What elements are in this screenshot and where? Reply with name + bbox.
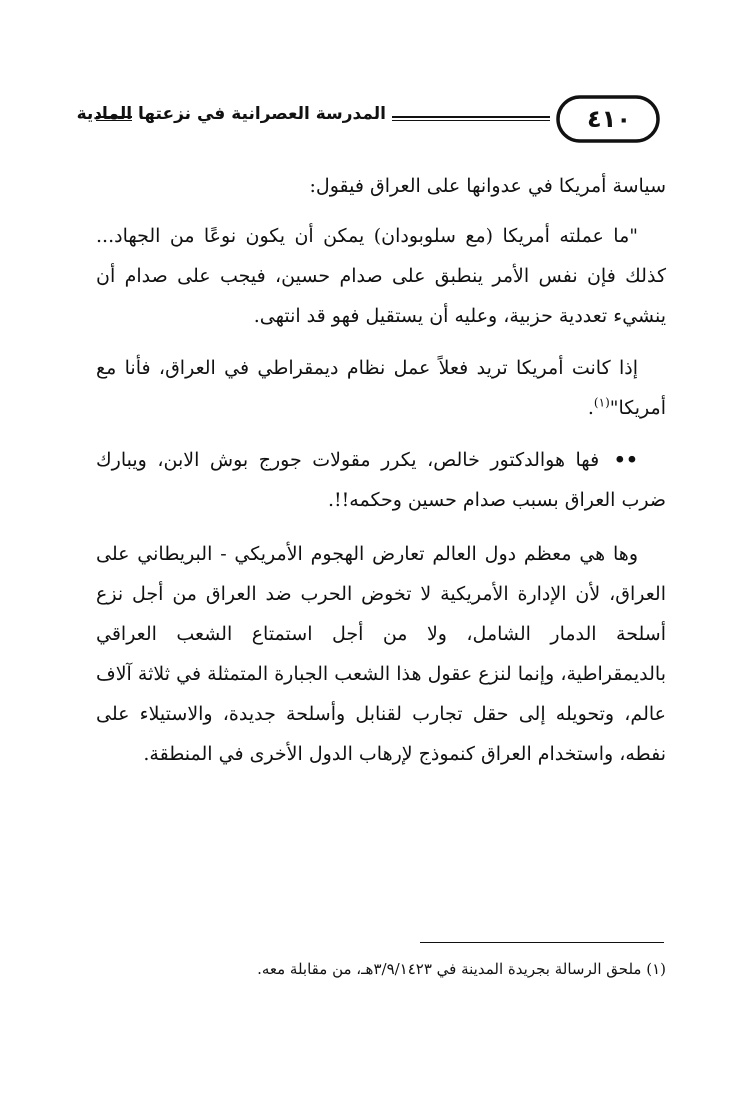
paragraph-opposition: وها هي معظم دول العالم تعارض الهجوم الأمريكي - البريطاني على العراق، لأن الإدارة الأمريكية لا تخوض الحرب ضد العراق من أجل نزع أسلحة الدمار الشامل، ولا من أجل استمتاع الشعب العراقي بالديمقراطية، وإنما لنزع عقول هذا الشعب الجبارة المتمثلة في ثلاثة آلاف عالم، وتحويله إلى حقل تجارب لقنابل وأسلحة جديدة، والاستيلاء على نفطه، واستخدام العراق كنموذج لإرهاب الدول الأخرى في المنطقة. bbox=[96, 543, 666, 765]
footnote: (١) ملحق الرسالة بجريدة المدينة في ٣/٩/١٤٢٣هـ، من مقابلة معه. bbox=[257, 960, 666, 978]
paragraph-commentary bbox=[96, 440, 666, 520]
page-number-badge bbox=[554, 94, 664, 146]
footnote-separator bbox=[420, 942, 664, 943]
bullet-marker: •• bbox=[613, 449, 638, 471]
paragraph-quote-2 bbox=[96, 348, 666, 428]
header-rule-middle bbox=[392, 116, 550, 121]
paragraph-quote-1: "ما عملته أمريكا (مع سلوبودان) يمكن أن يكون نوعًا من الجهاد... كذلك فإن نفس الأمر ينطبق على صدام حسين، فيجب على صدام أن ينشيء تعددية حزبية، وعليه أن يستقيل فهو قد انتهى. bbox=[96, 225, 666, 327]
main-text bbox=[96, 166, 666, 774]
footnote-reference: (١) bbox=[593, 395, 610, 410]
quote-2-text: إذا كانت أمريكا تريد فعلاً عمل نظام ديمقراطي في العراق، فأنا مع أمريكا" bbox=[96, 357, 666, 419]
paragraph-intro: سياسة أمريكا في عدوانها على العراق فيقول: bbox=[309, 175, 666, 197]
quote-2-period: . bbox=[587, 397, 594, 419]
page-number: ٤١٠ bbox=[587, 105, 631, 133]
commentary-text: فها هوالدكتور خالص، يكرر مقولات جورج بوش الابن، ويبارك ضرب العراق بسبب صدام حسين وحكمه!!. bbox=[96, 449, 666, 511]
running-title: المدرسة العصرانية في نزعتها المادية bbox=[76, 104, 386, 124]
running-header bbox=[76, 92, 672, 156]
